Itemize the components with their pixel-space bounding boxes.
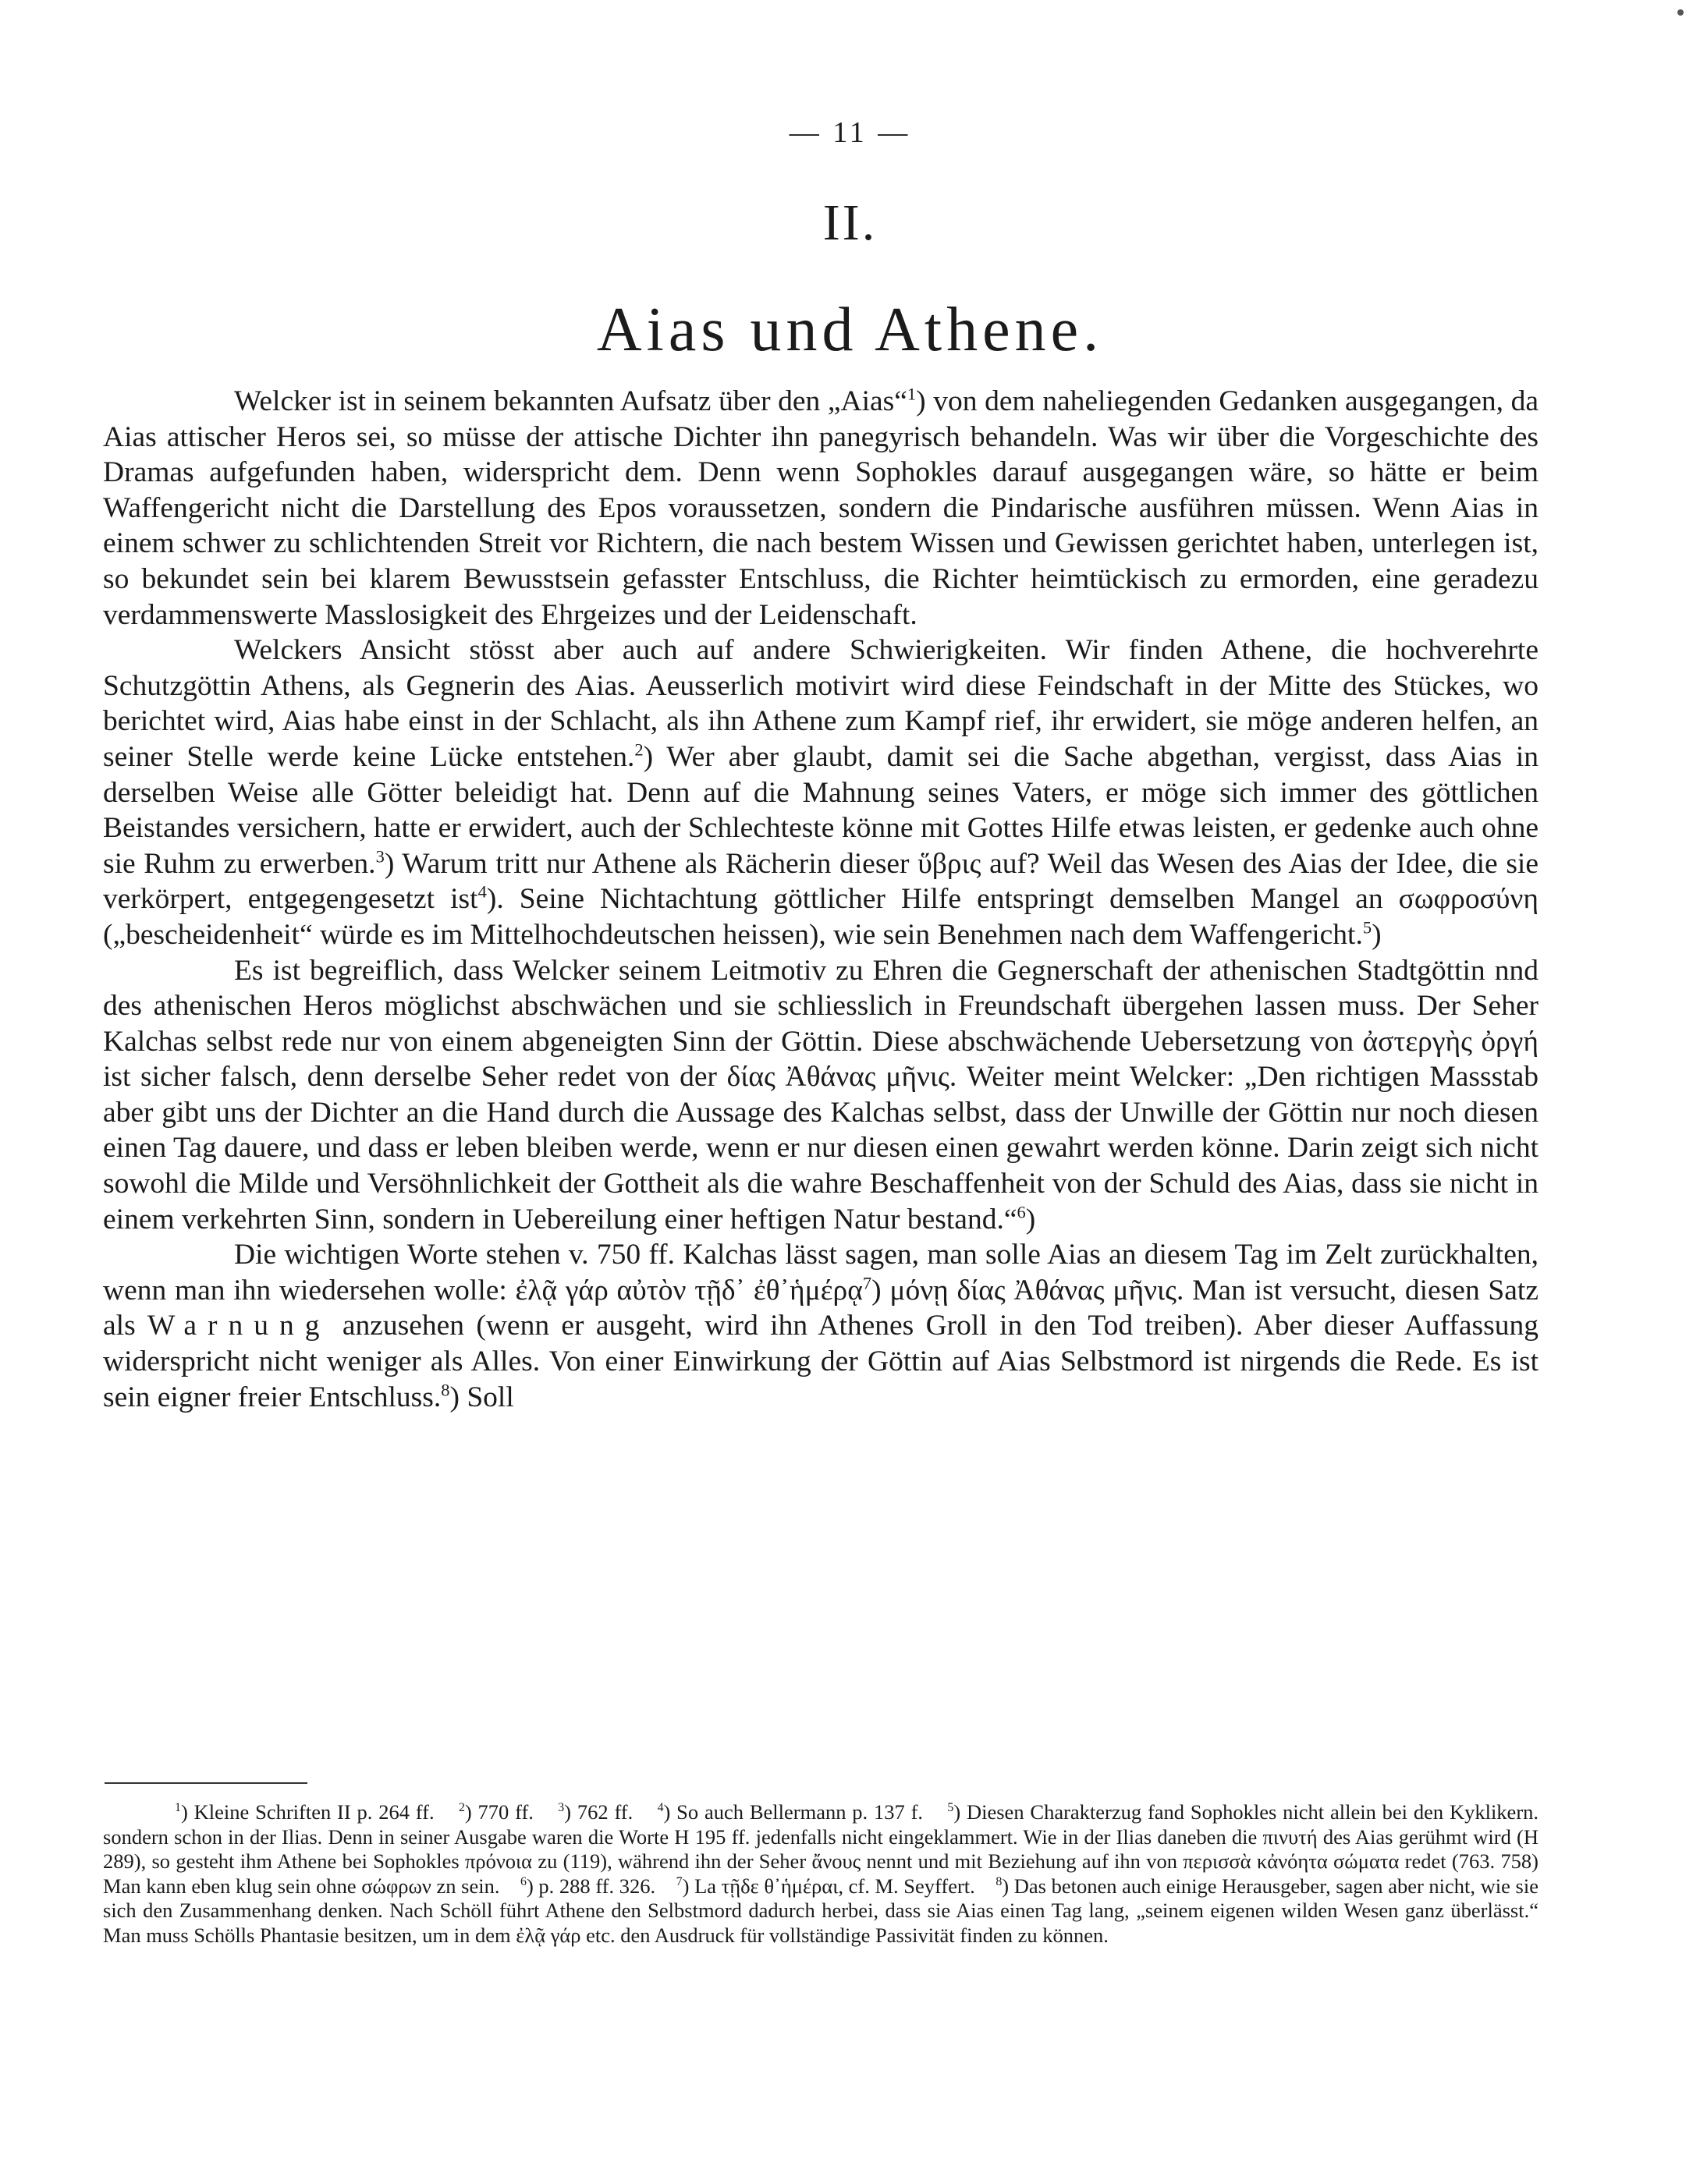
- footnote-text: ) 770 ff.: [464, 1800, 534, 1824]
- footnote-number: 3: [558, 1801, 565, 1815]
- text-span: ) μόνῃ δίας Ἀθάνας μῆνις. Man ist versucht, diesen Satz als: [103, 1274, 1539, 1342]
- footnote-number: 8: [996, 1874, 1003, 1888]
- text-span: Die wichtigen Worte stehen v. 750 ff. Kalchas lässt sagen, man solle Aias an diesem Tag im Zelt zurückhalten, wenn man ihn wiedersehen wolle: ἐλᾷ γάρ αὐτὸν τῇδ᾽ ἐθ᾽ἡμέρᾳ: [103, 1239, 1539, 1306]
- footnote-text: ) 762 ff.: [564, 1800, 634, 1824]
- text-span: ) Warum tritt nur Athene als Rächerin dieser ὕβρις auf? Weil das Wesen des Aias der Idee, die sie verkörpert, entgegengesetzt ist: [103, 847, 1539, 916]
- footnote-ref: 5: [1362, 917, 1372, 938]
- footnote-number: 4: [657, 1801, 664, 1815]
- body-text: [103, 384, 1539, 1415]
- text-span: ). Seine Nichtachtung göttlicher Hilfe entspringt demselben Mangel an σωφροσύνη („bescheidenheit“ würde es im Mittelhochdeutschen heissen), wie sein Benehmen nach dem Waffengericht.: [103, 883, 1539, 951]
- text-span: ): [1025, 1203, 1036, 1236]
- footnote-ref: 4: [477, 881, 487, 902]
- page-number: — 11 —: [789, 116, 911, 149]
- spaced-emphasis: Warnung: [147, 1310, 331, 1342]
- paragraph-3: [103, 953, 1539, 1238]
- footnote-number: 7: [676, 1874, 683, 1888]
- text-span: Welcker ist in seinem bekannten Aufsatz über den „Aias“: [234, 385, 907, 417]
- footnote-number: 5: [947, 1801, 954, 1815]
- footnote-text: ) Diesen Charakterzug fand Sophokles nicht allein bei den Kyklikern. sondern schon in der Ilias. Denn in seiner Ausgabe waren die Worte H 195 ff. jedenfalls nicht eingeklammert. Wie in der Ilias daneben die πινυτή des Aias gerühmt wird (H 289), so gesteht ihm Athene bei Sophokles πρόνοια zu (119), während ihn der Seher ἄνους nennt und mit Beziehung auf ihn von περισσὰ κἀνόητα σώματα redet (763. 758) Man kann eben klug sein ohne σώφρων zn sein.: [103, 1800, 1539, 1898]
- footnote-ref: 6: [1017, 1202, 1026, 1222]
- chapter-title: Aias und Athene.: [596, 296, 1104, 364]
- footnote-text: ) So auch Bellermann p. 137 f.: [663, 1800, 924, 1824]
- footnote-text: ) La τῇδε θ᾽ἡμέραι, cf. M. Seyffert.: [682, 1874, 975, 1898]
- footnote-divider: [105, 1782, 307, 1784]
- footnote-block: [103, 1800, 1539, 1948]
- footnote-ref: 7: [862, 1273, 872, 1293]
- text-span: Welckers Ansicht stösst aber auch auf andere Schwierigkeiten. Wir finden Athene, die hochverehrte Schutzgöttin Athens, als Gegnerin des Aias. Aeusserlich motivirt wird diese Feindschaft in der Mitte des Stückes, wo berichtet wird, Aias habe einst in der Schlacht, als ihn Athene zum Kampf rief, ihr erwidert, sie möge anderen helfen, an seiner Stelle werde keine Lücke entstehen.: [103, 634, 1539, 773]
- text-span: anzusehen (wenn er ausgeht, wird ihn Athenes Groll in den Tod treiben). Aber dieser Auffassung widerspricht nicht weniger als Alles. Von einer Einwirkung der Göttin auf Aias Selbstmord ist nirgends die Rede. Es ist sein eigner freier Entschluss.: [103, 1310, 1539, 1413]
- footnote-number: 2: [458, 1801, 465, 1815]
- footnote-text: ) Das betonen auch einige Herausgeber, sagen aber nicht, wie sie sich den Zusammenhang denken. Nach Schöll führt Athene den Selbstmord dadurch herbei, dass sie Aias einen Tag lang, „seinem eigenen wilden Wesen ganz überlässt.“ Man muss Schölls Phantasie besitzen, um in dem ἐλᾷ γάρ etc. den Ausdruck für vollständige Passivität finden zu können.: [103, 1874, 1539, 1947]
- text-span: ) Wer aber glaubt, damit sei die Sache abgethan, vergisst, dass Aias in derselben Weise alle Götter beleidigt hat. Denn auf die Mahnung seines Vaters, er möge sich immer des göttlichen Beistandes versichern, hatte er erwidert, auch der Schlechteste könne mit Gottes Hilfe etwas leisten, er gedenke auch ohne sie Ruhm zu erwerben.: [103, 740, 1539, 880]
- text-span: ): [1372, 918, 1382, 951]
- footnote-ref: 3: [375, 846, 385, 867]
- paragraph-1: [103, 384, 1539, 633]
- chapter-numeral: II.: [822, 194, 878, 251]
- footnote-text: ) p. 288 ff. 326.: [526, 1874, 656, 1898]
- text-span: ) von dem naheliegenden Gedanken ausgegangen, da Aias attischer Heros sei, so müsse der attische Dichter ihn panegyrisch behandeln. Was wir über die Vorgeschichte des Dramas aufgefunden haben, widerspricht dem. Denn wenn Sophokles darauf ausgegangen wäre, so hätte er beim Waffengericht nicht die Darstellung des Epos voraussetzen, sondern die Pindarische ausführen müssen. Wenn Aias in einem schwer zu schlichtenden Streit vor Richtern, die nach bestem Wissen und Gewissen gerichtet haben, unterlegen ist, so bekundet sein bei klarem Bewusstsein gefasster Entschluss, die Richter heimtückisch zu ermorden, eine geradezu verdammenswerte Masslosigkeit des Ehrgeizes und der Leidenschaft.: [103, 385, 1539, 631]
- paragraph-2: [103, 633, 1539, 952]
- paragraph-4: [103, 1237, 1539, 1415]
- text-span: Es ist begreiflich, dass Welcker seinem Leitmotiv zu Ehren die Gegnerschaft der athenischen Stadtgöttin nnd des athenischen Heros möglichst abschwächen und sie schliesslich in Freundschaft übergehen lassen muss. Der Seher Kalchas selbst rede nur von einem abgeneigten Sinn der Göttin. Diese abschwächende Uebersetzung von ἀστεργὴς ὀργή ist sicher falsch, denn derselbe Seher redet von der δίας Ἀθάνας μῆνις. Weiter meint Welcker: „Den richtigen Massstab aber gibt uns der Dichter an die Hand durch die Aussage des Kalchas selbst, dass der Unwille der Göttin nur noch diesen einen Tag dauere, und dass er leben bleiben werde, wenn er nur diesen einen gewahrt werden könne. Darin zeigt sich nicht sowohl die Milde und Versöhnlichkeit der Gottheit als die wahre Beschaffenheit von der Schuld des Aias, dass sie nicht in einem verkehrten Sinn, sondern in Uebereilung einer heftigen Natur bestand.“: [103, 954, 1539, 1236]
- print-speck: [1677, 9, 1684, 16]
- footnote-text: ) Kleine Schriften II p. 264 ff.: [180, 1800, 435, 1824]
- footnotes: [103, 1800, 1539, 1948]
- footnote-ref: 1: [907, 384, 917, 404]
- footnote-ref: 8: [441, 1380, 450, 1400]
- footnote-ref: 2: [634, 739, 644, 760]
- footnote-number: 6: [520, 1874, 527, 1888]
- text-span: ) Soll: [449, 1381, 514, 1413]
- footnote-number: 1: [175, 1801, 181, 1815]
